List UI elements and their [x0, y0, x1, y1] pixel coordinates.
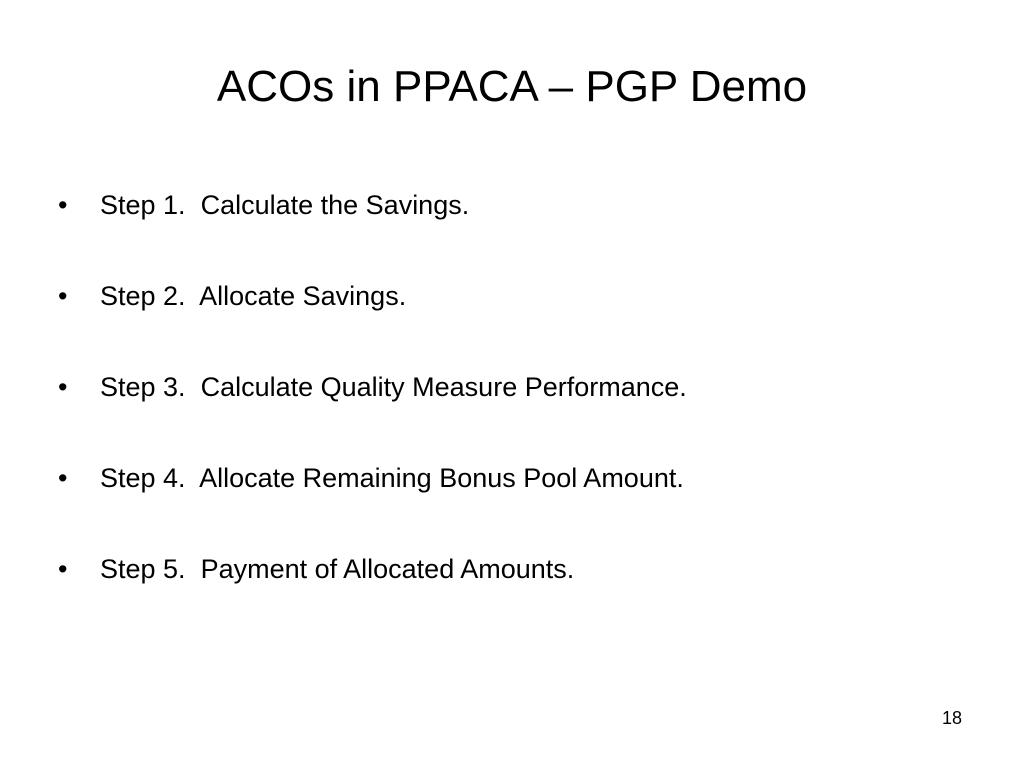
list-item — [58, 544, 958, 594]
list-item — [58, 453, 958, 503]
list-item — [58, 180, 958, 230]
list-item — [58, 362, 958, 412]
bullet-icon: • — [58, 463, 68, 493]
bullet-icon: • — [58, 372, 68, 402]
bullet-list — [58, 180, 958, 635]
bullet-text-step-5: Step 5. Payment of Allocated Amounts. — [100, 554, 575, 584]
slide-title: ACOs in PPACA – PGP Demo — [216, 62, 808, 111]
bullet-icon: • — [58, 190, 68, 220]
list-item — [58, 271, 958, 321]
bullet-text-step-4: Step 4. Allocate Remaining Bonus Pool Amount. — [100, 463, 684, 493]
bullet-text-step-1: Step 1. Calculate the Savings. — [100, 190, 470, 220]
bullet-icon: • — [58, 281, 68, 311]
bullet-text-step-3: Step 3. Calculate Quality Measure Performance. — [100, 372, 687, 402]
bullet-icon: • — [58, 554, 68, 584]
bullet-text-step-2: Step 2. Allocate Savings. — [100, 281, 407, 311]
page-number: 18 — [941, 708, 962, 728]
